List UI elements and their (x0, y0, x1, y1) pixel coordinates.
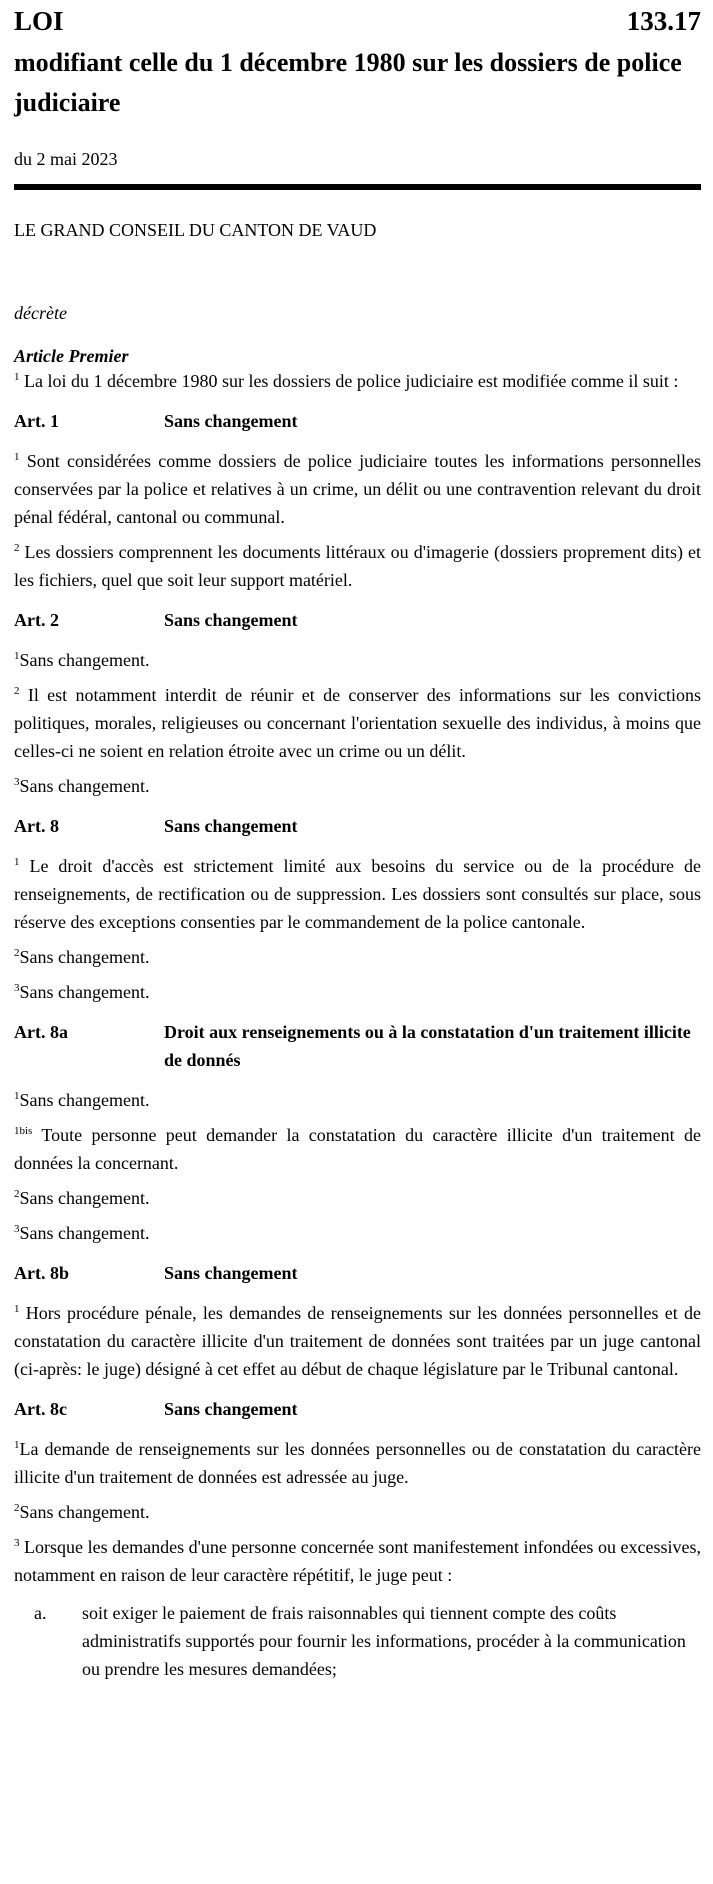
paragraph-text: Sans changement. (19, 1502, 150, 1522)
decree-word: décrète (14, 303, 67, 323)
article-title: Sans changement (164, 610, 298, 630)
article-number: Art. 1 (14, 411, 59, 431)
paragraph-text: Hors procédure pénale, les demandes de renseignements sur les données personnelles et de constatation du caractère illicite d'un traitement de données sont traitées par un juge cantonal (ci-après: le juge) désigné à cet effet au début de chaque législature par le Tribunal cantonal. (14, 1303, 701, 1379)
paragraph-number: 1 (14, 1303, 20, 1315)
paragraph-text: Sans changement. (19, 650, 150, 670)
paragraph-number: 1 (14, 371, 20, 383)
header-row (14, 0, 701, 37)
paragraph-number: 2 (14, 947, 20, 959)
article-2 (14, 606, 701, 800)
article-premier-title: Article Premier (14, 346, 129, 366)
article-8c (14, 1395, 701, 1683)
paragraph-number: 2 (14, 685, 20, 697)
article-title: Droit aux renseignements ou à la constatation d'un traitement illicite de donnés (164, 1022, 691, 1070)
paragraph-number: 2 (14, 1502, 20, 1514)
paragraph-text: Lorsque les demandes d'une personne concernée sont manifestement infondées ou excessives, notamment en raison de leur caractère répétitif, le juge peut : (14, 1537, 701, 1585)
paragraph (14, 772, 701, 800)
article-heading (14, 1395, 701, 1423)
article-title: Sans changement (164, 1399, 298, 1419)
enumeration-list (14, 1599, 701, 1683)
paragraph-text: Sans changement. (19, 947, 150, 967)
paragraph-number: 2 (14, 1188, 20, 1200)
authority: LE GRAND CONSEIL DU CANTON DE VAUD (14, 220, 377, 240)
article-8a (14, 1018, 701, 1247)
paragraph (14, 1299, 701, 1383)
paragraph-text: La demande de renseignements sur les données personnelles ou de constatation du caractère illicite d'un traitement de données est adressée au juge. (14, 1439, 701, 1487)
list-item-letter: a. (34, 1603, 47, 1623)
paragraph (14, 1086, 701, 1114)
paragraph (14, 681, 701, 765)
paragraph-text: Les dossiers comprennent les documents littéraux ou d'imagerie (dossiers proprement dits) et les fichiers, quel que soit leur support matériel. (14, 542, 702, 590)
article-number: Art. 8 (14, 816, 59, 836)
article-number: Art. 8b (14, 1263, 69, 1283)
article-premier-paragraph (14, 367, 701, 395)
article-heading (14, 812, 701, 840)
article-heading (14, 1259, 701, 1287)
paragraph-text: Il est notamment interdit de réunir et de conserver des informations sur les convictions politiques, morales, religieuses ou concernant l'orientation sexuelle des individus, à moins que celles-ci ne soient en relation étroite avec un crime ou un délit. (14, 685, 701, 761)
paragraph-number: 1 (14, 451, 20, 463)
article-number: Art. 8a (14, 1022, 68, 1042)
paragraph-number: 1 (14, 856, 20, 868)
article-title: Sans changement (164, 411, 298, 431)
article-8b (14, 1259, 701, 1383)
paragraph-number: 1 (14, 1439, 20, 1451)
paragraph-number: 3 (14, 776, 20, 788)
paragraph (14, 1435, 701, 1491)
article-heading (14, 407, 701, 435)
article-title: Sans changement (164, 1263, 298, 1283)
paragraph-number: 3 (14, 1537, 20, 1549)
paragraph-number: 1 (14, 650, 20, 662)
list-item-text: soit exiger le paiement de frais raisonnables qui tiennent compte des coûts administratifs supportés pour fournir les informations, procéder à la communication ou prendre les mesures demandées; (82, 1603, 686, 1679)
paragraph-text: Sont considérées comme dossiers de police judiciaire toutes les informations personnelles conservées par la police et relatives à un crime, un délit ou une contravention relevant du droit pénal fédéral, cantonal ou communal. (14, 451, 702, 527)
article-heading (14, 606, 701, 634)
paragraph (14, 978, 701, 1006)
paragraph-text: Sans changement. (19, 1188, 150, 1208)
paragraph (14, 538, 701, 594)
paragraph-number: 1 (14, 1090, 20, 1102)
list-item (14, 1599, 701, 1683)
paragraph (14, 852, 701, 936)
paragraph (14, 447, 701, 531)
header-divider (14, 184, 701, 190)
paragraph (14, 646, 701, 674)
article-1 (14, 407, 701, 594)
law-type: LOI (14, 6, 64, 36)
law-number: 133.17 (626, 6, 701, 36)
article-number: Art. 8c (14, 1399, 67, 1419)
paragraph-number: 1bis (14, 1125, 33, 1137)
law-title: modifiant celle du 1 décembre 1980 sur les dossiers de police judiciaire (14, 48, 682, 117)
paragraph (14, 1219, 701, 1247)
paragraph (14, 1533, 701, 1589)
paragraph-text: Toute personne peut demander la constatation du caractère illicite d'un traitement de données la concernant. (14, 1125, 701, 1173)
paragraph-number: 2 (14, 542, 20, 554)
paragraph-text: La loi du 1 décembre 1980 sur les dossiers de police judiciaire est modifiée comme il suit : (24, 371, 679, 391)
paragraph-number: 3 (14, 1223, 20, 1235)
paragraph (14, 1498, 701, 1526)
paragraph-text: Sans changement. (19, 776, 150, 796)
article-8 (14, 812, 701, 1006)
paragraph-number: 3 (14, 982, 20, 994)
article-number: Art. 2 (14, 610, 59, 630)
paragraph (14, 943, 701, 971)
paragraph-text: Sans changement. (19, 1090, 150, 1110)
law-date: du 2 mai 2023 (14, 149, 118, 169)
paragraph-text: Le droit d'accès est strictement limité aux besoins du service ou de la procédure de renseignements, de rectification ou de suppression. Les dossiers sont consultés sur place, sous réserve des exceptions consenties par le commandement de la police cantonale. (14, 856, 702, 932)
paragraph (14, 1121, 701, 1177)
paragraph-text: Sans changement. (19, 1223, 150, 1243)
article-title: Sans changement (164, 816, 298, 836)
article-heading (14, 1018, 701, 1074)
paragraph-text: Sans changement. (19, 982, 150, 1002)
paragraph (14, 1184, 701, 1212)
